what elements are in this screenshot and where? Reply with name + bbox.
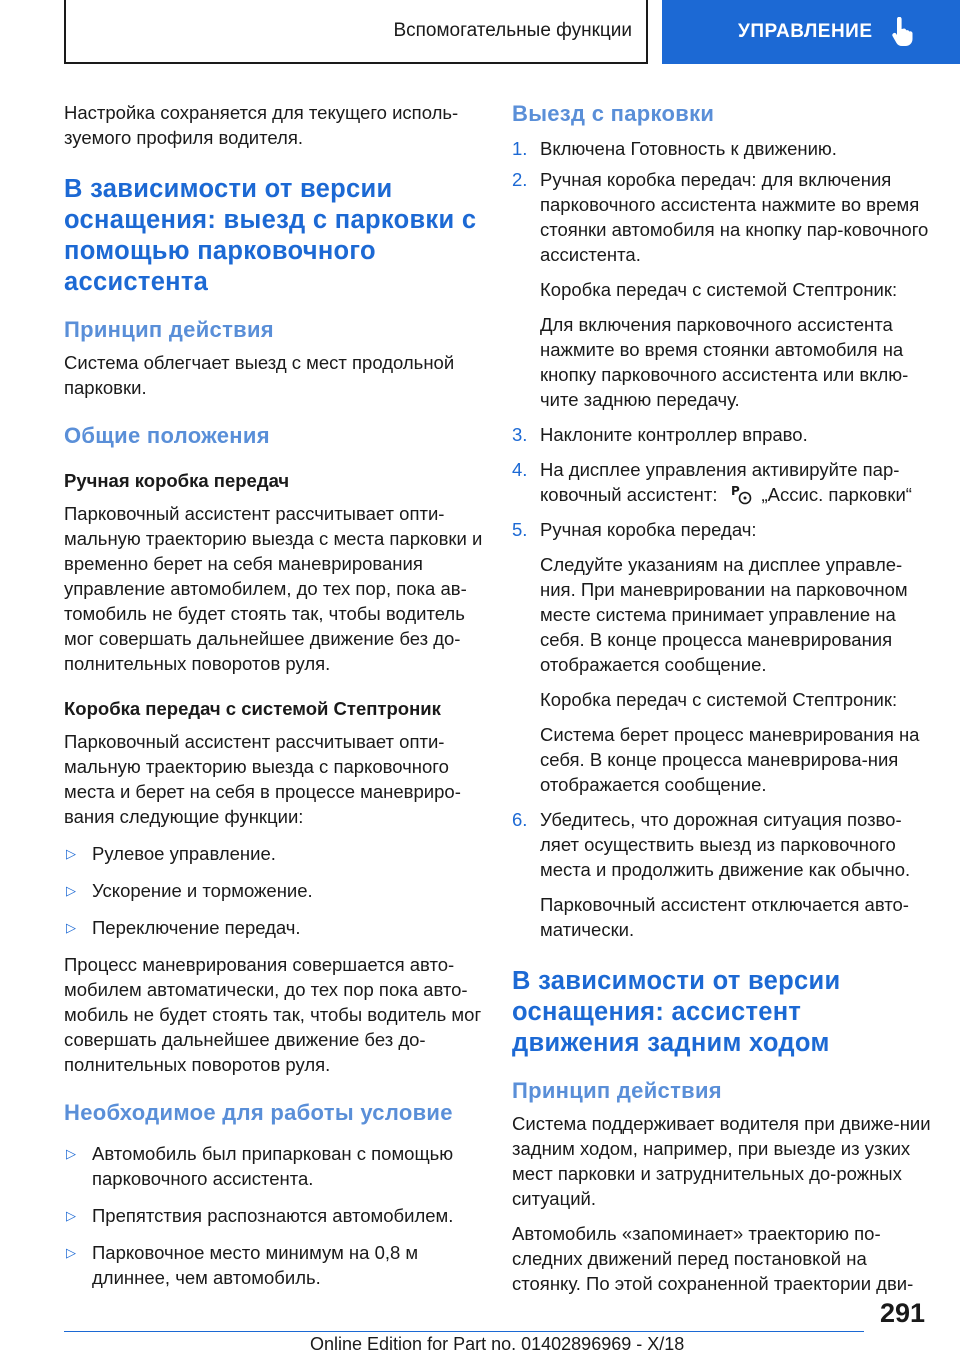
svg-text:P: P (731, 484, 741, 498)
triangle-bullet-icon: ▷ (66, 920, 76, 935)
principle-text: Система облегчает выезд с мест продольной парковки. (64, 352, 455, 398)
hand-pointer-icon (891, 17, 915, 47)
principle2-text-1: Система поддерживает водителя при движе-нии задним ходом, например, при выезде из узких мест парковки и затруднительных до-рожных ситуаций. (512, 1113, 931, 1209)
triangle-bullet-icon: ▷ (66, 846, 76, 861)
list-item: ▷ Препятствия распознаются автомобилем. (66, 1205, 454, 1226)
heading-principle-2: Принцип действия (512, 1078, 722, 1103)
section-heading-park-exit: В зависимости от версии оснащения: выезд с парковки с помощью парковочного ассистента (64, 175, 477, 296)
triangle-bullet-icon: ▷ (66, 883, 76, 898)
left-column (64, 100, 484, 1302)
header-chapter-title: УПРАВЛЕНИЕ (738, 21, 873, 42)
page-number: 291 (880, 1298, 926, 1328)
step-6-subtext: Парковочный ассистент отключается авто-матически. (540, 894, 909, 940)
step-item: 4. На дисплее управления активируйте пар-ковочный ассистент: P „Ассис. парковки“ (512, 459, 912, 505)
list-item: ▷ Переключение передач. (66, 917, 301, 938)
process-text: Процесс маневрирования совершается авто-мобилем автоматически, до тех пор пока авто-мобиль не будет стоять так, чтобы водитель мог совершать дальнейшее движение без до-полнительных поворотов руля. (64, 954, 482, 1075)
step-item: 6. Убедитесь, что дорожная ситуация позво-ляет осуществить выезд из парковочного места и продолжить движение как обычно. (512, 809, 911, 880)
heading-general: Общие положения (64, 423, 270, 448)
heading-conditions: Необходимое для работы условие (64, 1100, 453, 1125)
list-item: ▷ Ускорение и торможение. (66, 880, 313, 901)
list-item: ▷ Парковочное место минимум на 0,8 м длиннее, чем автомобиль. (66, 1242, 419, 1288)
heading-principle: Принцип действия (64, 317, 274, 342)
step-2-subtext: Для включения парковочного ассистента нажмите во время стоянки автомобиля на кнопку парковочного ассистента или вклю-чите заднюю передачу. (540, 314, 909, 410)
triangle-bullet-icon: ▷ (66, 1208, 76, 1223)
step-2-subtext: Коробка передач с системой Стептроник: (540, 279, 898, 300)
step-item: 2. Ручная коробка передач: для включения парковочного ассистента нажмите во время стоянки автомобиля на кнопку пар-ковочного ассистента. (512, 169, 929, 265)
footer-divider (64, 1331, 864, 1332)
heading-steptronic: Коробка передач с системой Стептроник (64, 698, 441, 719)
heading-exit: Выезд с парковки (512, 101, 715, 126)
park-assist-icon (731, 483, 753, 505)
intro-text: Настройка сохраняется для текущего исполь-зуемого профиля водителя. (64, 102, 459, 148)
right-column (512, 100, 932, 1296)
header-section-tab (64, 0, 648, 64)
steptronic-text: Парковочный ассистент рассчитывает опти-мальную траекторию выезда с парковочного места и берет на себя в процессе маневриро-вания следующие функции: (64, 731, 461, 827)
footer-edition: Online Edition for Part no. 01402896969 - X/18 (310, 1334, 685, 1354)
heading-manual-gearbox: Ручная коробка передач (64, 470, 290, 491)
step-5-subtext: Коробка передач с системой Стептроник: (540, 689, 898, 710)
step-item: 3. Наклоните контроллер вправо. (512, 424, 808, 445)
header-section-title: Вспомогательные функции (393, 20, 632, 41)
step-5-subtext: Система берет процесс маневрирования на себя. В конце процесса маневрирова-ния отображается сообщение. (540, 724, 920, 795)
header-chapter-tab (662, 0, 960, 64)
principle2-text-2: Автомобиль «запоминает» траекторию по-следних движений перед постановкой на стоянку. По этой сохраненной траектории дви- (512, 1223, 914, 1294)
list-item: ▷ Рулевое управление. (66, 843, 276, 864)
step-item: 5. Ручная коробка передач: (512, 519, 757, 540)
step-5-subtext: Следуйте указаниям на дисплее управле-ния. При маневрировании на парковочном месте система принимает управление на себя. В конце процесса маневрирования отображается сообщение. (540, 554, 908, 675)
step-item: 1. Включена Готовность к движению. (512, 138, 837, 159)
section-heading-reverse-assist: В зависимости от версии оснащения: ассистент движения задним ходом (512, 967, 841, 1057)
list-item: ▷ Автомобиль был припаркован с помощью парковочного ассистента. (66, 1143, 454, 1189)
park-assist-label: „Ассис. парковки“ (761, 484, 912, 505)
manual-text: Парковочный ассистент рассчитывает опти-мальную траекторию выезда с места парковки и временно берет на себя маневрирования управление автомобилем, до тех пор, пока ав-томобиль не будет стоять так, чтобы водитель мог совершать дальнейшее движение без до-полнительных поворотов руля. (64, 503, 483, 674)
triangle-bullet-icon: ▷ (66, 1245, 76, 1260)
triangle-bullet-icon: ▷ (66, 1146, 76, 1161)
